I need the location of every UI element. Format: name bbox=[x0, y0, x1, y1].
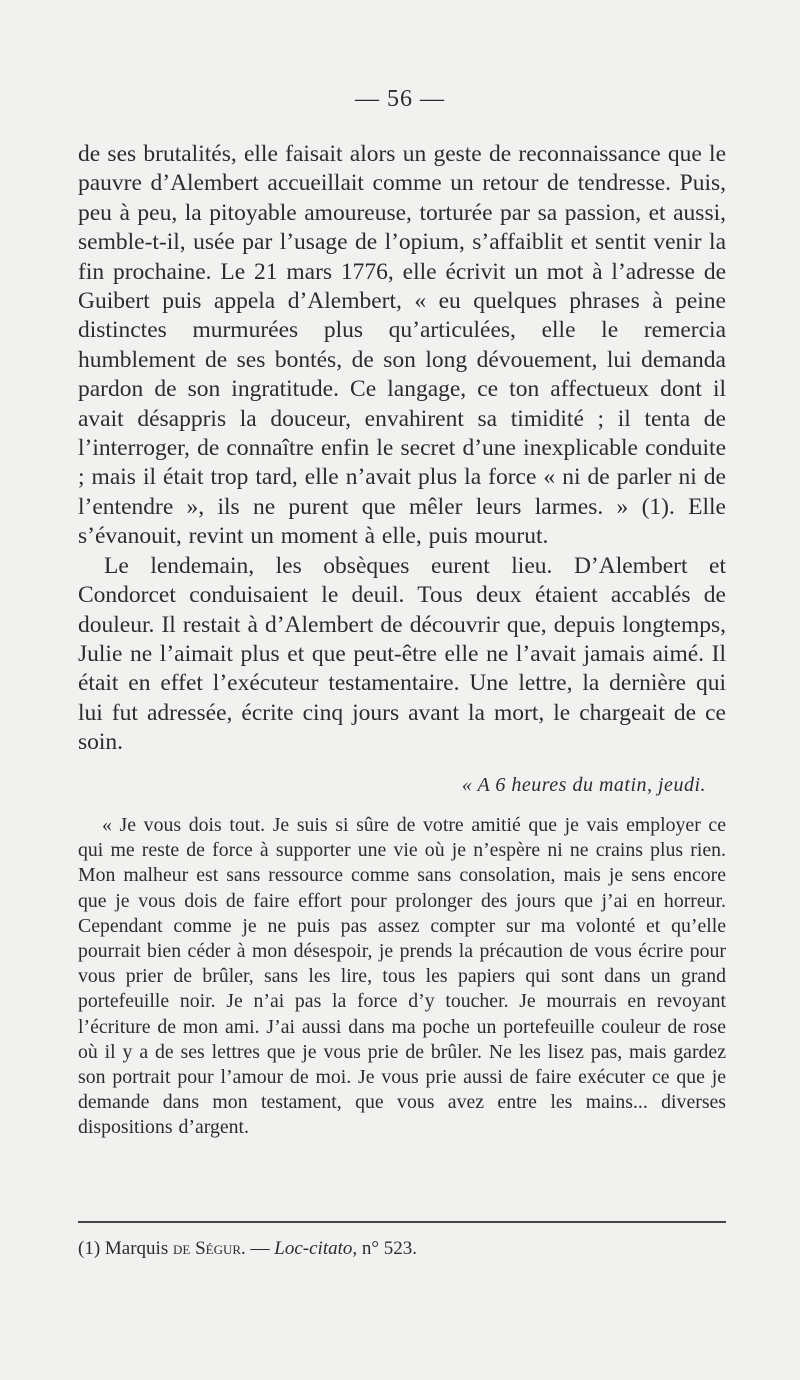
main-text bbox=[78, 140, 726, 758]
paragraph-2: Le lendemain, les obsèques eurent lieu. D’Alembert et Condorcet conduisaient le deuil. Tous deux étaient accablés de douleur. Il restait à d’Alembert de découvrir que, depuis longtemps, Julie ne l’aimait plus et que peut-être elle ne l’avait jamais aimé. Il était en effet l’exécuteur testamentaire. Une lettre, la dernière qui lui fut adressée, écrite cinq jours avant la mort, le chargeait de ce soin. bbox=[78, 552, 726, 756]
page-number: — 56 — bbox=[355, 86, 445, 112]
letter-paragraph: « Je vous dois tout. Je suis si sûre de votre amitié que je vais employer ce qui me reste de force à supporter une vie où je n’espère ni ne crains plus rien. Mon malheur est sans ressource comme sans consolation, mais je sens encore que je vous dois de faire effort pour prolonger des jours que j’ai en horreur. Cependant comme je ne puis pas assez compter sur ma volonté et qu’elle pourrait bien céder à mon désespoir, je prends la précaution de vous écrire pour vous prier de brûler, sans les lire, tous les papiers qui sont dans un grand portefeuille noir. Je n’ai pas la force d’y toucher. Je mourrais en revoyant l’écriture de mon ami. J’ai aussi dans ma poche un portefeuille couleur de rose où il y a de ses lettres que je vous prie de brûler. Ne les lisez pas, mais gardez son portrait pour l’amour de moi. Je vous prie aussi de faire exécuter ce que je demande dans mon testament, que vous avez entre les mains... diverses dispositions d’argent. bbox=[78, 814, 726, 1139]
footnote-separator bbox=[78, 1221, 726, 1223]
footnote-author: de Ségur bbox=[172, 1238, 242, 1259]
footnote-reference: Loc-citato, bbox=[274, 1238, 358, 1259]
footnote-dash: . — bbox=[241, 1238, 270, 1259]
paragraph-1: de ses brutalités, elle faisait alors un geste de reconnaissance que le pauvre d’Alembert accueillait comme un retour de tendresse. Puis, peu à peu, la pitoyable amoureuse, torturée par sa passion, et aussi, semble-t-il, usée par l’usage de l’opium, s’affaiblit et sentit venir la fin prochaine. Le 21 mars 1776, elle écrivit un mot à l’adresse de Guibert puis appela d’Alembert, « eu quelques phrases à peine distinctes murmurées plus qu’articulées, elle le remercia humblement de ses bontés, de son long dévouement, lui demanda pardon de son ingratitude. Ce langage, ce ton affectueux dont il avait désappris la douceur, envahirent sa timidité ; il tenta de l’interroger, de connaître enfin le secret d’une inexplicable conduite ; mais il était trop tard, elle n’avait plus la force « ni de parler ni de l’entendre », ils ne purent que mêler leurs larmes. » (1). Elle s’évanouit, revint un moment à elle, puis mourut. bbox=[78, 141, 726, 550]
footnote bbox=[78, 1237, 726, 1261]
letter-body bbox=[78, 813, 726, 1141]
footnote-marker: (1) Marquis bbox=[78, 1238, 169, 1259]
letter-dateline: « A 6 heures du matin, jeudi. bbox=[461, 774, 706, 796]
footnote-number: n° 523. bbox=[361, 1238, 417, 1259]
